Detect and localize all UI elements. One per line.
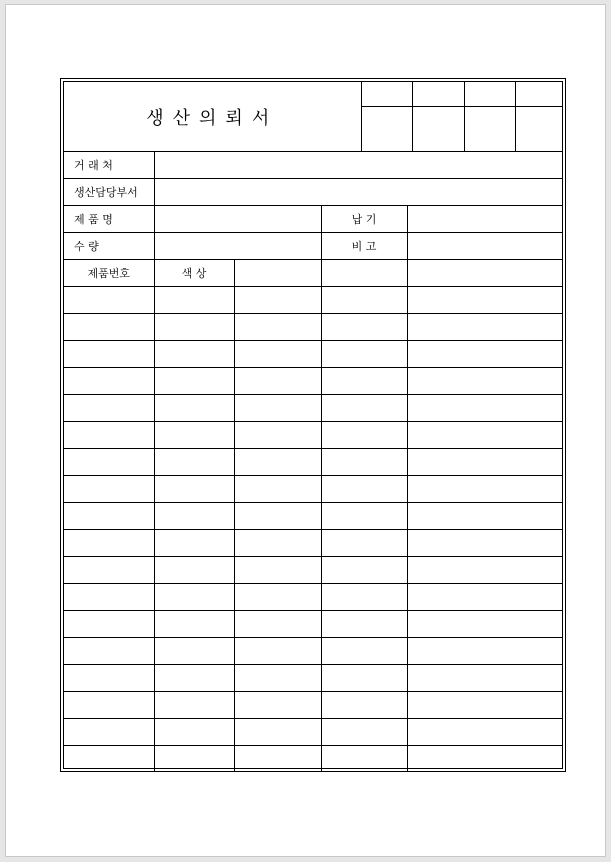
- table-cell[interactable]: [407, 719, 562, 746]
- col-header-product-no: 제품번호: [64, 260, 154, 287]
- table-cell[interactable]: [234, 368, 321, 395]
- dept-label: 생산담당부서: [64, 179, 154, 206]
- table-cell[interactable]: [234, 503, 321, 530]
- table-cell[interactable]: [64, 692, 154, 719]
- table-cell[interactable]: [234, 449, 321, 476]
- table-cell[interactable]: [407, 341, 562, 368]
- col-header-color: 색 상: [154, 260, 234, 287]
- table-cell[interactable]: [407, 665, 562, 692]
- document-page: [5, 4, 606, 857]
- approval-box-3-sign[interactable]: [464, 107, 515, 152]
- table-cell[interactable]: [321, 746, 407, 773]
- table-cell[interactable]: [234, 476, 321, 503]
- table-cell[interactable]: [321, 314, 407, 341]
- table-cell[interactable]: [321, 611, 407, 638]
- table-row: [64, 449, 562, 476]
- delivery-label: 납 기: [321, 206, 407, 233]
- table-row: [64, 503, 562, 530]
- table-cell[interactable]: [321, 719, 407, 746]
- table-cell[interactable]: [154, 530, 234, 557]
- table-row: [64, 611, 562, 638]
- table-row: [64, 719, 562, 746]
- dept-field[interactable]: [154, 179, 562, 206]
- approval-box-2-header[interactable]: [412, 82, 464, 107]
- table-cell[interactable]: [234, 287, 321, 314]
- approval-box-4-header[interactable]: [515, 82, 562, 107]
- table-cell[interactable]: [234, 719, 321, 746]
- table-cell[interactable]: [321, 557, 407, 584]
- delivery-field[interactable]: [407, 206, 562, 233]
- table-cell[interactable]: [64, 557, 154, 584]
- table-cell[interactable]: [321, 638, 407, 665]
- table-cell[interactable]: [154, 395, 234, 422]
- quantity-label: 수 량: [64, 233, 154, 260]
- table-cell[interactable]: [154, 557, 234, 584]
- table-row: [64, 476, 562, 503]
- table-cell[interactable]: [321, 503, 407, 530]
- table-cell[interactable]: [407, 611, 562, 638]
- table-cell[interactable]: [321, 449, 407, 476]
- remarks-field[interactable]: [407, 233, 562, 260]
- col-header-3: [234, 260, 321, 287]
- table-cell[interactable]: [234, 530, 321, 557]
- table-cell[interactable]: [154, 314, 234, 341]
- table-cell[interactable]: [321, 341, 407, 368]
- table-cell[interactable]: [64, 368, 154, 395]
- table-row: [64, 530, 562, 557]
- table-cell[interactable]: [407, 746, 562, 773]
- table-cell[interactable]: [321, 692, 407, 719]
- table-cell[interactable]: [321, 422, 407, 449]
- table-cell[interactable]: [407, 638, 562, 665]
- table-cell[interactable]: [154, 746, 234, 773]
- table-cell[interactable]: [407, 449, 562, 476]
- table-cell[interactable]: [64, 314, 154, 341]
- table-cell[interactable]: [154, 449, 234, 476]
- form-inner: [63, 81, 563, 769]
- table-cell[interactable]: [154, 584, 234, 611]
- approval-box-4-sign[interactable]: [515, 107, 562, 152]
- col-header-5: [407, 260, 562, 287]
- table-cell[interactable]: [407, 503, 562, 530]
- table-cell[interactable]: [64, 503, 154, 530]
- table-row: [64, 287, 562, 314]
- table-row: [64, 638, 562, 665]
- table-cell[interactable]: [154, 665, 234, 692]
- client-field[interactable]: [154, 152, 562, 179]
- table-cell[interactable]: [64, 530, 154, 557]
- table-cell[interactable]: [154, 287, 234, 314]
- table-cell[interactable]: [407, 422, 562, 449]
- table-cell[interactable]: [64, 287, 154, 314]
- table-row: [64, 557, 562, 584]
- table-cell[interactable]: [64, 638, 154, 665]
- approval-box-1-sign[interactable]: [361, 107, 412, 152]
- table-row: [64, 368, 562, 395]
- table-cell[interactable]: [234, 395, 321, 422]
- table-cell[interactable]: [234, 422, 321, 449]
- table-cell[interactable]: [154, 368, 234, 395]
- table-cell[interactable]: [234, 314, 321, 341]
- header-table: [64, 82, 562, 152]
- table-cell[interactable]: [154, 719, 234, 746]
- product-name-field[interactable]: [154, 206, 321, 233]
- table-cell[interactable]: [407, 530, 562, 557]
- approval-box-1-header[interactable]: [361, 82, 412, 107]
- table-cell[interactable]: [321, 584, 407, 611]
- table-row: [64, 395, 562, 422]
- document-title: 생산의뢰서: [64, 82, 361, 152]
- table-cell[interactable]: [64, 719, 154, 746]
- table-row: [64, 341, 562, 368]
- quantity-field[interactable]: [154, 233, 321, 260]
- table-cell[interactable]: [64, 422, 154, 449]
- info-table: [64, 152, 562, 772]
- remarks-label: 비 고: [321, 233, 407, 260]
- table-cell[interactable]: [407, 368, 562, 395]
- table-cell[interactable]: [407, 584, 562, 611]
- table-cell[interactable]: [321, 665, 407, 692]
- table-cell[interactable]: [407, 314, 562, 341]
- table-cell[interactable]: [234, 557, 321, 584]
- table-row: [64, 692, 562, 719]
- table-cell[interactable]: [234, 692, 321, 719]
- col-header-4: [321, 260, 407, 287]
- table-cell[interactable]: [64, 449, 154, 476]
- table-cell[interactable]: [64, 665, 154, 692]
- form-frame: [60, 78, 566, 772]
- table-cell[interactable]: [407, 287, 562, 314]
- table-cell[interactable]: [154, 422, 234, 449]
- table-cell[interactable]: [321, 530, 407, 557]
- table-cell[interactable]: [64, 611, 154, 638]
- approval-box-2-sign[interactable]: [412, 107, 464, 152]
- client-label: 거 래 처: [64, 152, 154, 179]
- table-cell[interactable]: [234, 341, 321, 368]
- table-cell[interactable]: [234, 665, 321, 692]
- table-cell[interactable]: [234, 638, 321, 665]
- table-row: [64, 746, 562, 773]
- table-cell[interactable]: [154, 638, 234, 665]
- approval-box-3-header[interactable]: [464, 82, 515, 107]
- table-cell[interactable]: [321, 476, 407, 503]
- table-cell[interactable]: [321, 395, 407, 422]
- table-cell[interactable]: [64, 476, 154, 503]
- table-cell[interactable]: [407, 395, 562, 422]
- table-cell[interactable]: [64, 584, 154, 611]
- table-cell[interactable]: [407, 692, 562, 719]
- table-cell[interactable]: [234, 611, 321, 638]
- table-row: [64, 584, 562, 611]
- table-cell[interactable]: [64, 746, 154, 773]
- table-cell[interactable]: [154, 476, 234, 503]
- table-cell[interactable]: [154, 611, 234, 638]
- table-cell[interactable]: [321, 368, 407, 395]
- table-cell[interactable]: [154, 341, 234, 368]
- table-row: [64, 422, 562, 449]
- table-cell[interactable]: [64, 341, 154, 368]
- table-cell[interactable]: [321, 287, 407, 314]
- product-name-label: 제 품 명: [64, 206, 154, 233]
- table-cell[interactable]: [234, 584, 321, 611]
- table-cell[interactable]: [407, 476, 562, 503]
- table-cell[interactable]: [234, 746, 321, 773]
- table-cell[interactable]: [64, 395, 154, 422]
- table-cell[interactable]: [154, 503, 234, 530]
- item-rows: [64, 287, 562, 773]
- table-row: [64, 665, 562, 692]
- table-cell[interactable]: [154, 692, 234, 719]
- table-cell[interactable]: [407, 557, 562, 584]
- table-row: [64, 314, 562, 341]
